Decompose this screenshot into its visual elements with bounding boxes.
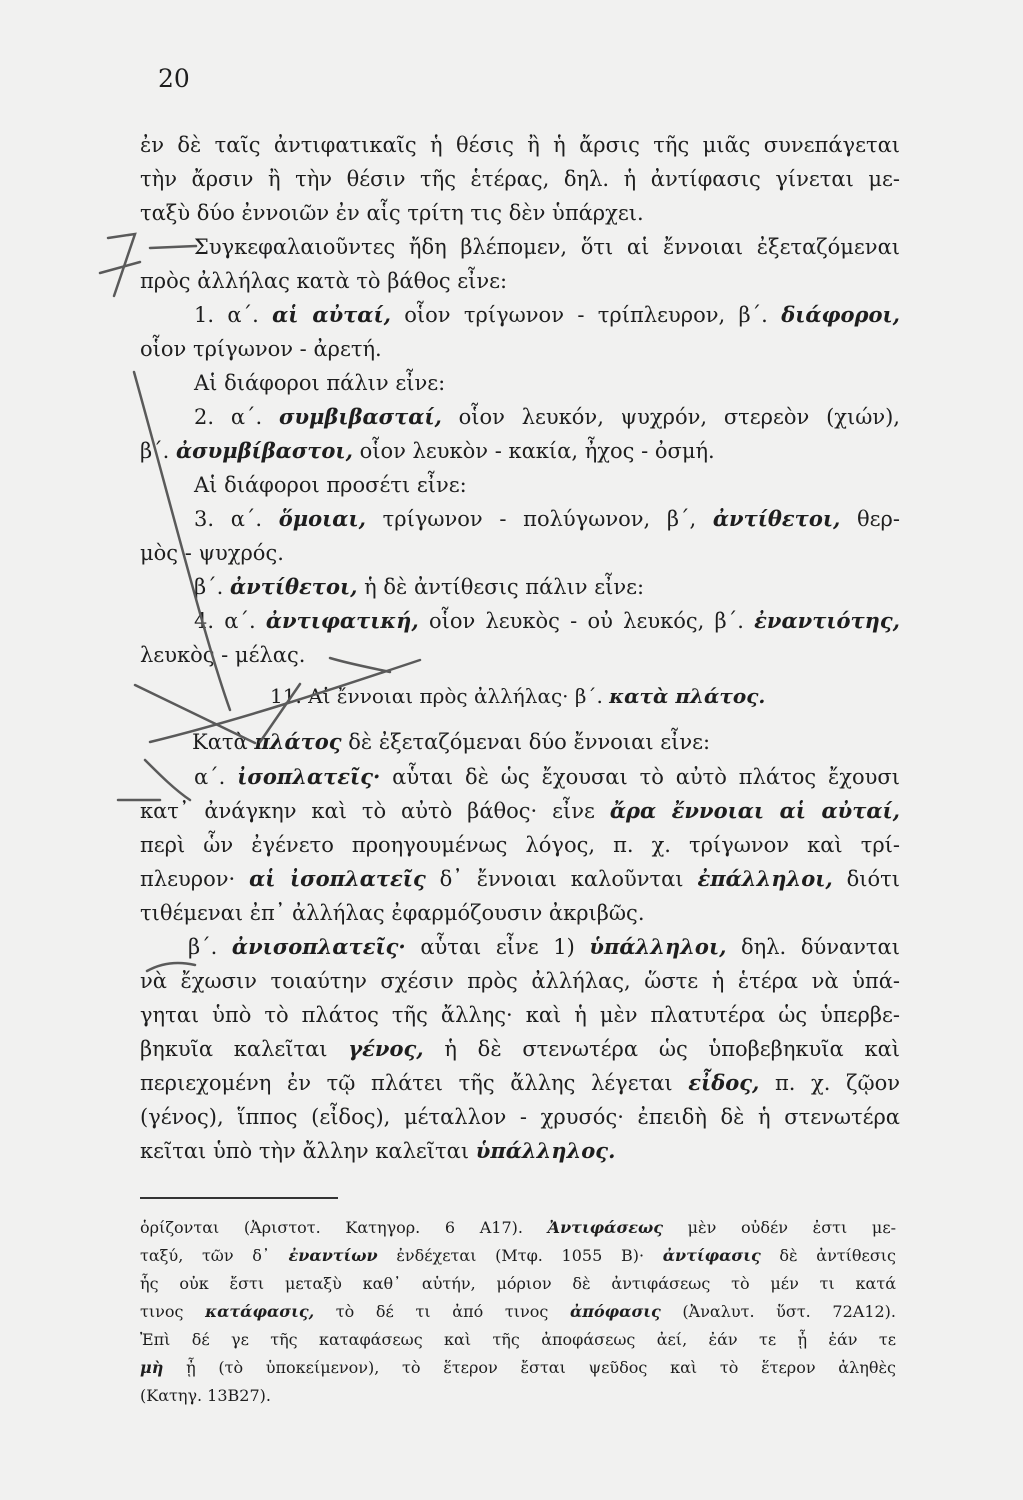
text-line: οἷον τρίγωνον - ἀρετή. xyxy=(140,337,382,361)
pencil-seven-crossbar xyxy=(100,262,140,273)
text-span: ὁρίζονται (Ἀριστοτ. Κατηγορ. 6 Α17). xyxy=(140,1218,523,1237)
text-span: οἷον λευκὸς - οὐ λευκός, β΄. xyxy=(428,609,744,633)
text-span: μὲν οὐδέν ἐστι με- xyxy=(687,1218,896,1237)
term: ἐναντίων xyxy=(288,1246,378,1265)
text-span: ἐνδέχεται (Μτφ. 1055 Β)· xyxy=(396,1246,645,1265)
text-line: γηται ὑπὸ τὸ πλάτος τῆς ἄλλης· καὶ ἡ μὲν πλατυτέρα ὡς ὑπερβε- xyxy=(140,1003,900,1027)
term: διάφοροι, xyxy=(781,302,900,327)
text-span: διότι xyxy=(846,867,900,891)
text-span: (Ἀναλυτ. ὕστ. 72Α12). xyxy=(682,1302,896,1321)
text-line: ταξὺ δύο ἐννοιῶν ἐν αἷς τρίτη τις δὲν ὑπάρχει. xyxy=(140,201,644,225)
pencil-cross-stroke xyxy=(135,685,255,743)
term: ἀντίθετοι, xyxy=(230,574,358,599)
term: συμβιβασταί, xyxy=(278,404,442,429)
pencil-scribble xyxy=(330,658,390,672)
term: εἶδος, xyxy=(688,1070,760,1095)
footnote-line: ἧς οὐκ ἔστι μεταξὺ καθ᾿ αὑτήν, μόριον δὲ ἀντιφάσεως τὸ μέν τι κατά xyxy=(140,1274,896,1293)
text-span: δ᾿ ἔννοιαι καλοῦνται xyxy=(439,867,684,891)
text-line: πρὸς ἀλλήλας κατὰ τὸ βάθος εἶνε: xyxy=(140,269,508,293)
term: ἄρα ἔννοιαι αἱ αὐταί, xyxy=(609,798,900,823)
heading-text: 11. Αἱ ἔννοιαι πρὸς ἀλλήλας· β΄. xyxy=(270,684,603,708)
enum-marker: α΄. xyxy=(194,765,226,789)
text-span: Κατὰ xyxy=(192,730,248,754)
term: ὅμοιαι, xyxy=(278,506,366,531)
text-span: δὲ ἐξεταζόμεναι δύο ἔννοιαι εἶνε: xyxy=(348,730,711,754)
term: ἐναντιότης, xyxy=(754,608,900,633)
enum-marker: 3. α΄. xyxy=(194,507,263,531)
term: ἀνισοπλατεῖς· xyxy=(231,934,406,959)
term: αἱ ἰσοπλατεῖς xyxy=(249,866,426,891)
text-span: κεῖται ὑπὸ τὴν ἄλλην καλεῖται xyxy=(140,1139,470,1163)
footnote-line: (Κατηγ. 13Β27). xyxy=(140,1386,271,1405)
text-line: Αἱ διάφοροι πάλιν εἶνε: xyxy=(194,371,446,395)
enum-marker: 4. α΄. xyxy=(194,609,256,633)
text-span: τὸ δέ τι ἀπό τινος xyxy=(335,1302,549,1321)
term: ἀντίθετοι, xyxy=(712,506,841,531)
text-line: Αἱ διάφοροι προσέτι εἶνε: xyxy=(194,473,467,497)
text-span: πλευρον· xyxy=(140,867,236,891)
text-line: Συγκεφαλαιοῦντες ἤδη βλέπομεν, ὅτι αἱ ἔννοιαι ἐξεταζόμεναι xyxy=(194,235,900,259)
page-number: 20 xyxy=(158,64,190,93)
text-line: λευκὸς - μέλας. xyxy=(140,643,306,667)
text-line: μὸς - ψυχρός. xyxy=(140,541,284,565)
pencil-cross-stroke xyxy=(260,684,300,742)
enum-marker: β΄. xyxy=(194,575,224,599)
term: ἀσυμβίβαστοι, xyxy=(176,438,353,463)
text-span: βηκυῖα καλεῖται xyxy=(140,1037,328,1061)
term: μὴ xyxy=(140,1358,164,1377)
text-span: δηλ. δύνανται xyxy=(741,935,900,959)
text-span: τρίγωνον - πολύγωνον, β΄, xyxy=(382,507,697,531)
pencil-curve xyxy=(145,760,190,800)
term: πλάτος xyxy=(254,729,342,754)
text-span: π. χ. ζῷον xyxy=(774,1071,900,1095)
footnote-line: Ἐπὶ δέ γε τῆς καταφάσεως καὶ τῆς ἀποφάσεως ἀεί, ἐάν τε ᾖ ἐάν τε xyxy=(140,1330,896,1349)
term: ἀπόφασις xyxy=(569,1302,661,1321)
text-span: κατ᾿ ἀνάγκην καὶ τὸ αὐτὸ βάθος· εἶνε xyxy=(140,799,595,823)
text-span: οἷον τρίγωνον - τρίπλευρον, β΄. xyxy=(404,303,768,327)
pencil-vertical-line xyxy=(134,372,230,710)
term: ἀντιφατική, xyxy=(265,608,419,633)
text-line: τιθέμεναι ἐπ᾿ ἀλλήλας ἐφαρμόζουσιν ἀκριβῶς. xyxy=(140,901,645,925)
term: ἰσοπλατεῖς· xyxy=(237,764,381,789)
pencil-dash-mark xyxy=(150,246,196,248)
enum-marker: 1. α΄. xyxy=(194,303,259,327)
term: γένος, xyxy=(348,1036,424,1061)
enum-marker: β΄. xyxy=(188,935,218,959)
text-span: ᾖ (τὸ ὑποκείμενον), τὸ ἕτερον ἔσται ψεῦδος καὶ τὸ ἕτερον ἀληθὲς xyxy=(186,1358,896,1377)
text-span: αὗται δὲ ὡς ἔχουσαι τὸ αὐτὸ πλάτος ἔχουσι xyxy=(392,765,900,789)
heading-term: κατὰ πλάτος. xyxy=(609,684,766,708)
term: ὑπάλληλοι, xyxy=(589,934,727,959)
text-span: οἷον λευκόν, ψυχρόν, στερεὸν (χιών), xyxy=(458,405,900,429)
term: Ἀντιφάσεως xyxy=(547,1218,663,1237)
text-span: θερ- xyxy=(856,507,900,531)
pencil-arrow-stroke xyxy=(147,963,195,971)
term: ἀντίφασις xyxy=(662,1246,761,1265)
term: αἱ αὐταί, xyxy=(272,302,391,327)
text-span: ἡ δὲ στενωτέρα ὡς ὑποβεβηκυῖα καὶ xyxy=(444,1037,900,1061)
text-span: ἡ δὲ ἀντίθεσις πάλιν εἶνε: xyxy=(364,575,645,599)
text-span: δὲ ἀντίθεσις xyxy=(779,1246,896,1265)
term: ὑπάλληλος. xyxy=(475,1138,616,1163)
text-span: τινος xyxy=(140,1302,184,1321)
text-line: τὴν ἄρσιν ἢ τὴν θέσιν τῆς ἑτέρας, δηλ. ἡ ἀντίφασις γίνεται με- xyxy=(140,167,900,191)
text-line: νὰ ἔχωσιν τοιαύτην σχέσιν πρὸς ἀλλήλας, ὥστε ἡ ἑτέρα νὰ ὑπά- xyxy=(140,969,900,993)
enum-marker: β΄. xyxy=(140,439,170,463)
term: ἐπάλληλοι, xyxy=(697,866,833,891)
text-line: (γένος), ἵππος (εἶδος), μέταλλον - χρυσός· ἐπειδὴ δὲ ἡ στενωτέρα xyxy=(140,1105,900,1129)
term: κατάφασις, xyxy=(205,1302,315,1321)
enum-marker: 2. α΄. xyxy=(194,405,263,429)
text-span: αὗται εἶνε 1) xyxy=(420,935,575,959)
text-line: περὶ ὧν ἐγένετο προηγουμένως λόγος, π. χ. τρίγωνον καὶ τρί- xyxy=(140,833,900,857)
pencil-diagonal-line xyxy=(150,660,420,742)
text-span: οἷον λευκὸν - κακία, ἦχος - ὀσμή. xyxy=(359,439,715,463)
text-span: ταξύ, τῶν δ᾿ xyxy=(140,1246,270,1265)
text-span: περιεχομένη ἐν τῷ πλάτει τῆς ἄλλης λέγεται xyxy=(140,1071,673,1095)
text-line: ἐν δὲ ταῖς ἀντιφατικαῖς ἡ θέσις ἢ ἡ ἄρσις τῆς μιᾶς συνεπάγεται xyxy=(140,133,900,157)
